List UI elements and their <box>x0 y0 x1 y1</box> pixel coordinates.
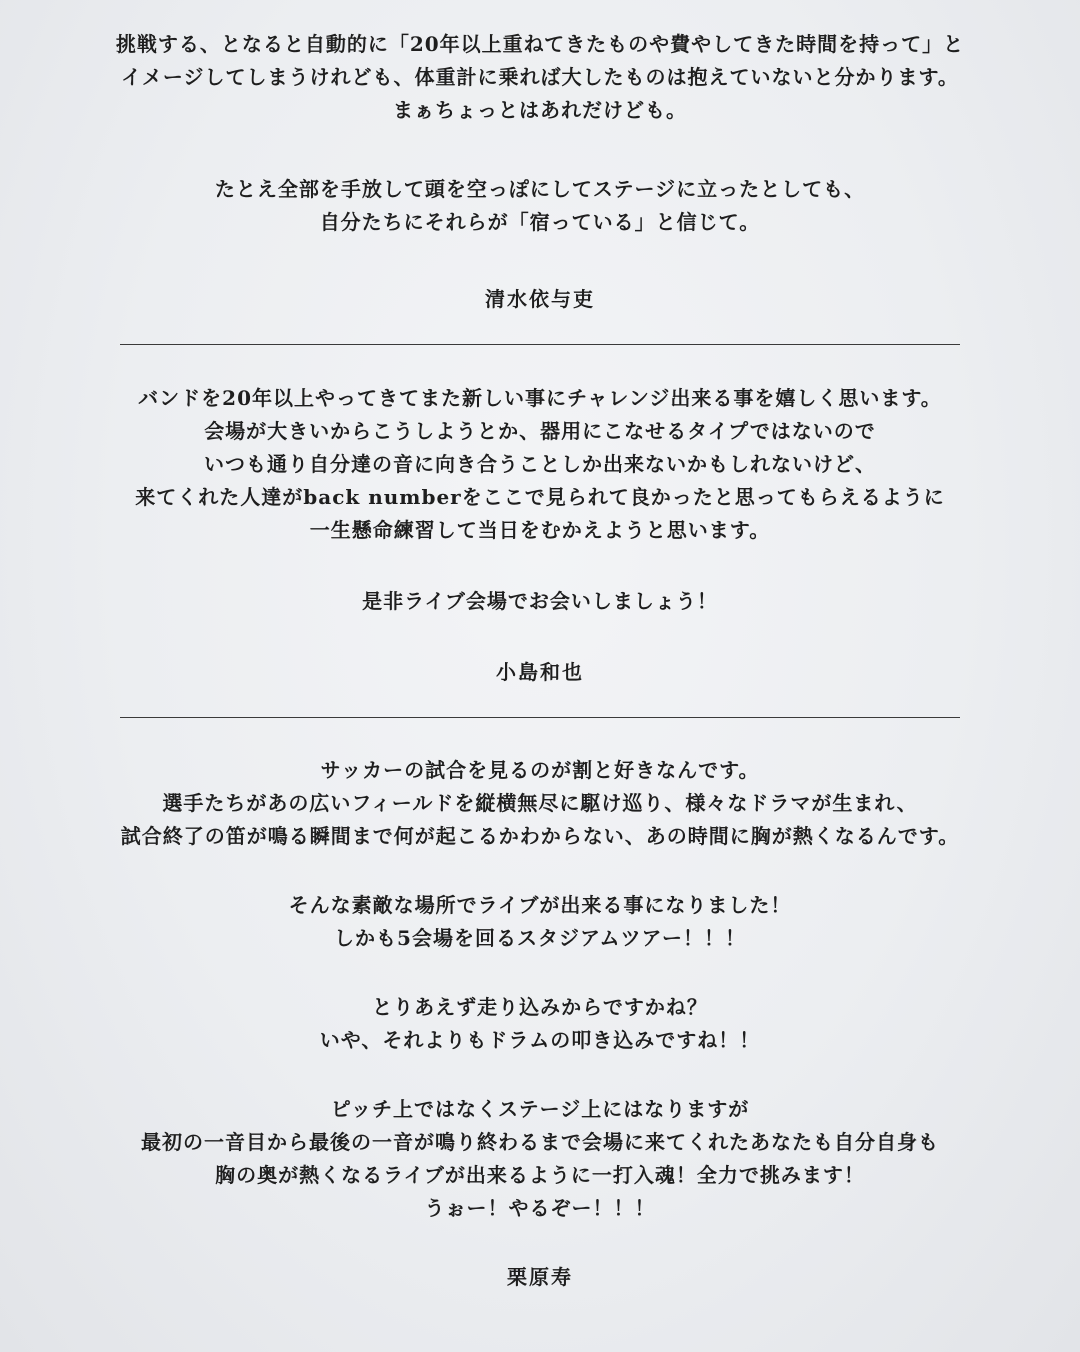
text-line: まぁちょっとはあれだけども。 <box>393 98 687 122</box>
text-line: 挑戦する、となると自動的に「20年以上重ねてきたものや費やしてきた時間を持って」と <box>115 32 965 56</box>
text-line: 会場が大きいからこうしようとか、器用にこなせるタイプではないので <box>204 419 876 443</box>
paragraph <box>0 585 1080 618</box>
paragraph <box>0 754 1080 853</box>
text-line: サッカーの試合を見るのが割と好きなんです。 <box>320 758 760 782</box>
text-line: ピッチ上ではなくステージ上にはなりますが <box>330 1097 750 1121</box>
text-line: うぉー！やるぞー！！！ <box>424 1196 656 1220</box>
text-line: 自分たちにそれらが「宿っている」と信じて。 <box>319 210 761 234</box>
text-line: 最初の一音目から最後の一音が鳴り終わるまで会場に来てくれたあなたも自分自身も <box>141 1130 939 1154</box>
text-line: いつも通り自分達の音に向き合うことしか出来ないかもしれないけど、 <box>204 452 876 476</box>
text-line: イメージしてしまうけれども、体重計に乗れば大したものは抱えていないと分かります。 <box>121 65 959 89</box>
letter-page <box>0 28 1080 1294</box>
paragraph <box>0 889 1080 955</box>
text-line: バンドを20年以上やってきてまた新しい事にチャレンジ出来る事を嬉しく思います。 <box>138 386 942 410</box>
text-line: そんな素敵な場所でライブが出来る事になりました！ <box>288 893 792 917</box>
text-line: 選手たちがあの広いフィールドを縦横無尽に駆け巡り、様々なドラマが生まれ、 <box>162 791 918 815</box>
message-section-2 <box>0 382 1080 689</box>
text-line: 試合終了の笛が鳴る瞬間まで何が起こるかわからない、あの時間に胸が熱くなるんです。 <box>120 824 960 848</box>
paragraph <box>0 1093 1080 1225</box>
text-line: いや、それよりもドラムの叩き込みですね！！ <box>319 1028 761 1052</box>
signature: 清水依与吏 <box>485 287 595 311</box>
signature: 栗原寿 <box>507 1265 573 1289</box>
text-line: たとえ全部を手放して頭を空っぽにしてステージに立ったとしても、 <box>214 177 866 201</box>
text-line: 来てくれた人達がback numberをここで見られて良かったと思ってもらえるように <box>135 485 945 509</box>
text-line: しかも5会場を回るスタジアムツアー！！！ <box>334 926 746 950</box>
message-section-3 <box>0 754 1080 1294</box>
text-line: とりあえず走り込みからですかね？ <box>372 995 708 1019</box>
text-line: 是非ライブ会場でお会いしましょう！ <box>362 589 718 613</box>
paragraph <box>0 28 1080 127</box>
paragraph <box>0 382 1080 547</box>
signature: 小島和也 <box>496 660 584 684</box>
message-section-1 <box>0 28 1080 316</box>
paragraph <box>0 173 1080 239</box>
paragraph <box>0 991 1080 1057</box>
text-line: 胸の奥が熱くなるライブが出来るように一打入魂！全力で挑みます！ <box>215 1163 865 1187</box>
text-line: 一生懸命練習して当日をむかえようと思います。 <box>309 518 771 542</box>
